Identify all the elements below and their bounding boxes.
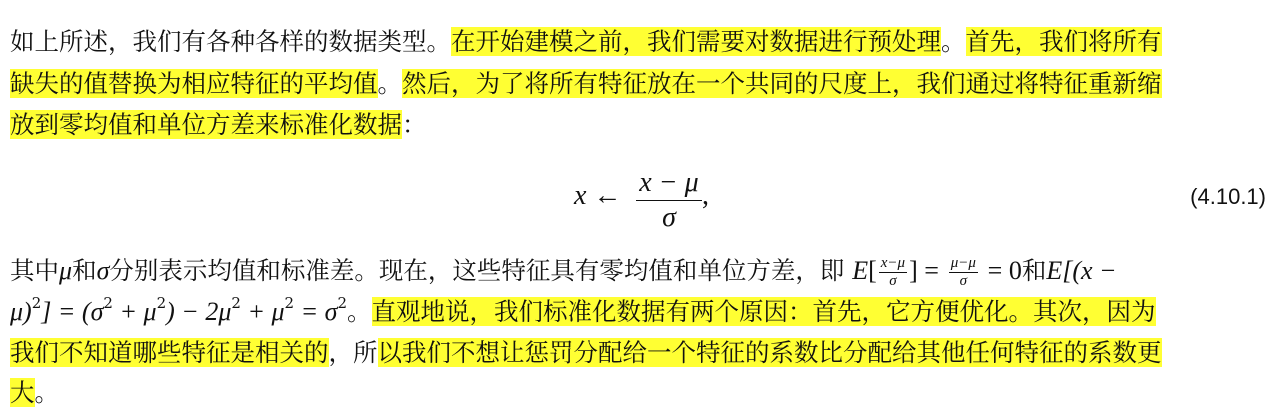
- equation-fraction: [636, 166, 702, 235]
- highlight-run: 首先，我们将所有: [965, 27, 1162, 56]
- paragraph-2-line-1: [10, 251, 1274, 291]
- math-sigma: σ: [96, 256, 110, 285]
- math-bracket-equals: ] =: [909, 256, 939, 285]
- text-run: 如上所述，我们有各种各样的数据类型。: [10, 27, 451, 56]
- math-superscript: 2: [103, 294, 113, 312]
- inline-fraction: [879, 256, 907, 289]
- inline-fraction-denominator: σ: [959, 273, 967, 289]
- inline-fraction: [949, 256, 978, 289]
- paragraph-2-line-2: [10, 292, 1274, 332]
- paragraph-1-line-2: [10, 64, 1274, 104]
- text-run: 。: [377, 69, 402, 98]
- math-run: ] = (σ: [41, 297, 104, 326]
- math-run: μ): [10, 297, 32, 326]
- equation-numerator: x − μ: [636, 166, 702, 201]
- math-equals-zero: = 0: [987, 256, 1022, 285]
- text-run: 其中: [10, 256, 59, 285]
- inline-fraction-numerator: x−μ: [880, 255, 906, 271]
- math-run: = σ: [294, 297, 338, 326]
- inline-fraction-denominator: σ: [889, 273, 897, 289]
- math-superscript: 2: [156, 294, 167, 312]
- math-superscript: 2: [31, 294, 42, 312]
- text-run: 。: [347, 297, 372, 326]
- inline-fraction-numerator: μ−μ: [950, 255, 976, 271]
- text-run: 和: [1021, 256, 1047, 285]
- highlight-run: 在开始建模之前，我们需要对数据进行预处理: [451, 27, 941, 56]
- equation-number: (4.10.1): [1190, 184, 1266, 209]
- highlight-run: 直观地说，我们标准化数据有两个原因：首先，它方便优化。其次，因为: [371, 297, 1156, 326]
- equation-lhs: x ←: [574, 180, 622, 211]
- paragraph-2-line-3: [10, 333, 1274, 373]
- paragraph-2-line-4: [10, 373, 1274, 413]
- math-superscript: 2: [337, 294, 348, 312]
- math-run: + μ: [112, 297, 157, 326]
- math-expectation: E: [1046, 256, 1063, 285]
- text-run: 分别表示均值和标准差。现在，这些特征具有零均值和单位方差，即: [109, 256, 853, 285]
- math-superscript: 2: [231, 294, 241, 312]
- math-expectation: E: [852, 256, 869, 285]
- text-run: ：: [402, 110, 427, 139]
- math-run: + μ: [240, 297, 285, 326]
- highlight-run: 放到零均值和单位方差来标准化数据: [10, 110, 402, 139]
- highlight-run: 缺失的值替换为相应特征的平均值: [10, 69, 378, 98]
- paragraph-1-line-1: [10, 22, 1274, 62]
- text-run: 和: [72, 256, 97, 285]
- math-superscript: 2: [284, 294, 295, 312]
- equation-comma: ,: [702, 180, 709, 211]
- highlight-run: 然后，为了将所有特征放在一个共同的尺度上，我们通过将特征重新缩: [402, 69, 1162, 98]
- math-run: ) − 2μ: [166, 297, 232, 326]
- standardization-equation: [10, 164, 1274, 244]
- text-run: 。: [941, 27, 966, 56]
- highlight-run: 我们不知道哪些特征是相关的: [10, 338, 329, 367]
- text-run: 。: [34, 378, 59, 407]
- highlight-run: 大: [10, 378, 35, 407]
- equation-denominator: σ: [662, 202, 676, 233]
- paragraph-1-line-3: [10, 105, 1274, 145]
- math-mu: μ: [59, 256, 73, 285]
- math-bracket: [: [868, 256, 877, 285]
- text-run: ，所: [328, 338, 378, 367]
- highlight-run: 以我们不想让惩罚分配给一个特征的系数比分配给其他任何特征的系数更: [377, 338, 1162, 367]
- math-tail: [(x −: [1062, 256, 1117, 285]
